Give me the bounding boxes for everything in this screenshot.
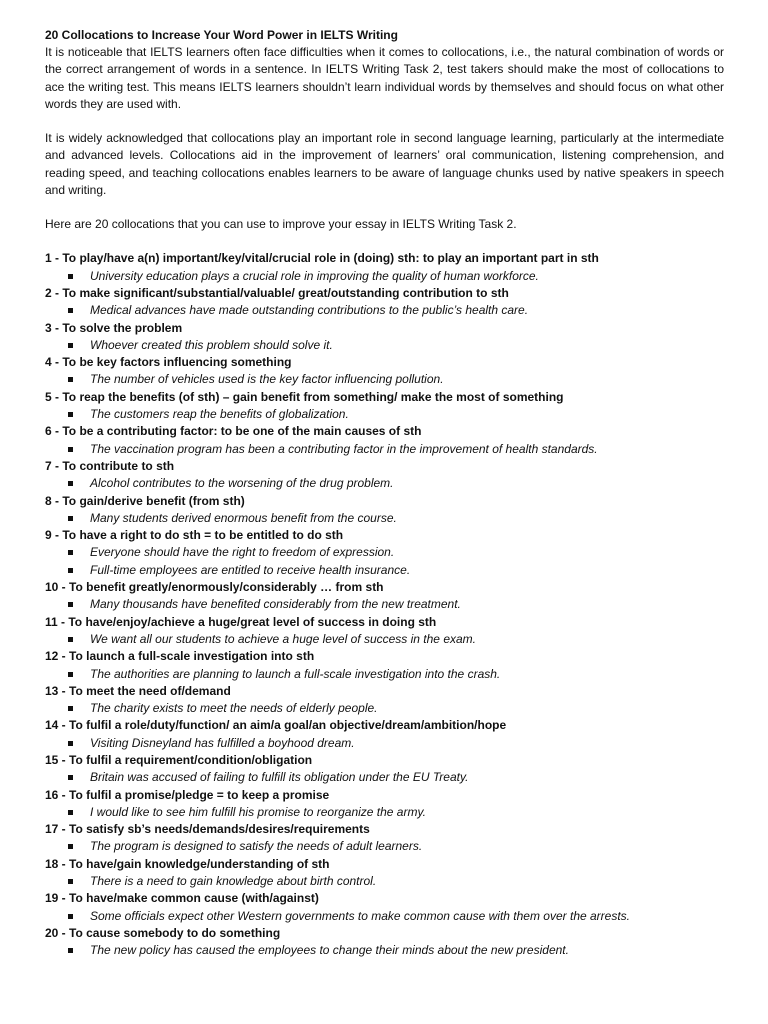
collocation-item [45,890,724,925]
example-sentence [45,631,724,648]
collocation-heading: 5 - To reap the benefits (of sth) – gain benefit from something/ make the most of something [45,389,564,404]
square-bullet-icon [68,637,73,642]
collocation-item [45,285,724,320]
collocation-item [45,752,724,787]
example-text: Many students derived enormous benefit from the course. [90,510,397,525]
example-text: The charity exists to meet the needs of elderly people. [90,701,378,716]
collocation-item [45,683,724,718]
example-text: The vaccination program has been a contributing factor in the improvement of health standards. [90,441,598,456]
square-bullet-icon [68,516,73,521]
collocation-heading: 16 - To fulfil a promise/pledge = to keep a promise [45,787,330,802]
collocation-heading: 13 - To meet the need of/demand [45,683,231,698]
collocation-heading: 9 - To have a right to do sth = to be entitled to do sth [45,528,344,543]
square-bullet-icon [68,447,73,452]
example-sentence [45,596,724,613]
collocation-item [45,925,724,960]
square-bullet-icon [68,879,73,884]
list-intro: Here are 20 collocations that you can use to improve your essay in IELTS Writing Task 2. [45,217,517,232]
example-text: Britain was accused of failing to fulfill its obligation under the EU Treaty. [90,770,469,785]
example-text: Visiting Disneyland has fulfilled a boyhood dream. [90,735,355,750]
collocation-heading: 19 - To have/make common cause (with/against) [45,891,319,906]
example-text: There is a need to gain knowledge about birth control. [90,874,377,889]
square-bullet-icon [68,741,73,746]
collocation-item [45,458,724,493]
collocation-item [45,250,724,285]
collocation-heading: 3 - To solve the problem [45,320,183,335]
example-text: The number of vehicles used is the key factor influencing pollution. [90,372,444,387]
square-bullet-icon [68,308,73,313]
example-text: I would like to see him fulfill his promise to reorganize the army. [90,804,426,819]
collocation-item [45,717,724,752]
example-sentence [45,666,724,683]
collocation-heading: 7 - To contribute to sth [45,458,175,473]
intro-paragraph-2: It is widely acknowledged that collocations play an important role in second language learning, particularly at the intermediate and advanced levels. Collocations aid in the improvement of learners’ oral communication, listening comprehension, and reading speed, and teaching collocations enables learners to be aware of language chunks used by native speakers in speech and writing. [45,131,724,198]
example-sentence [45,544,724,561]
example-sentence [45,337,724,354]
collocation-heading: 14 - To fulfil a role/duty/function/ an aim/a goal/an objective/dream/ambition/hope [45,718,507,733]
square-bullet-icon [68,602,73,607]
example-sentence [45,302,724,319]
square-bullet-icon [68,775,73,780]
square-bullet-icon [68,377,73,382]
collocation-item [45,579,724,614]
collocation-heading: 10 - To benefit greatly/enormously/considerably … from sth [45,580,384,595]
example-text: The program is designed to satisfy the needs of adult learners. [90,839,423,854]
example-text: Some officials expect other Western governments to make common cause with them over the arrests. [90,908,631,923]
example-text: Whoever created this problem should solve it. [90,337,333,352]
collocation-heading: 17 - To satisfy sb’s needs/demands/desires/requirements [45,822,370,837]
square-bullet-icon [68,810,73,815]
collocation-item [45,354,724,389]
example-text: Full-time employees are entitled to receive health insurance. [90,562,411,577]
example-sentence [45,441,724,458]
example-sentence [45,268,724,285]
example-sentence [45,735,724,752]
example-sentence [45,769,724,786]
collocation-item [45,821,724,856]
example-text: We want all our students to achieve a huge level of success in the exam. [90,631,476,646]
example-sentence [45,942,724,959]
example-sentence [45,908,724,925]
example-text: Alcohol contributes to the worsening of the drug problem. [90,476,394,491]
document-page [45,27,724,960]
example-sentence [45,804,724,821]
collocation-heading: 8 - To gain/derive benefit (from sth) [45,493,245,508]
example-text: Medical advances have made outstanding contributions to the public’s health care. [90,303,529,318]
square-bullet-icon [68,343,73,348]
collocation-item [45,527,724,579]
example-sentence [45,371,724,388]
square-bullet-icon [68,672,73,677]
collocation-heading: 1 - To play/have a(n) important/key/vital/crucial role in (doing) sth: to play an important part in sth [45,251,599,266]
example-sentence [45,838,724,855]
square-bullet-icon [68,481,73,486]
square-bullet-icon [68,706,73,711]
collocation-item [45,389,724,424]
example-text: The customers reap the benefits of globalization. [90,407,349,422]
square-bullet-icon [68,844,73,849]
example-sentence [45,562,724,579]
example-text: The new policy has caused the employees to change their minds about the new president. [90,943,569,958]
collocation-item [45,787,724,822]
collocation-item [45,423,724,458]
example-text: The authorities are planning to launch a full-scale investigation into the crash. [90,666,501,681]
example-text: University education plays a crucial role in improving the quality of human workforce. [90,268,539,283]
intro-paragraph-1: It is noticeable that IELTS learners often face difficulties when it comes to collocations, i.e., the natural combination of words or the correct arrangement of words in a sentence. In IELTS Writing Task 2, test takers should make the most of collocations to ace the writing test. This means IELTS learners shouldn’t learn individual words by themselves and should focus on what other words they are used with. [45,45,724,111]
collocation-heading: 15 - To fulfil a requirement/condition/obligation [45,752,313,767]
square-bullet-icon [68,948,73,953]
collocation-heading: 4 - To be key factors influencing something [45,355,292,370]
example-text: Many thousands have benefited considerably from the new treatment. [90,597,461,612]
square-bullet-icon [68,568,73,573]
collocation-item [45,856,724,891]
collocation-heading: 11 - To have/enjoy/achieve a huge/great level of success in doing sth [45,614,437,629]
collocation-heading: 20 - To cause somebody to do something [45,925,281,940]
example-sentence [45,700,724,717]
collocation-heading: 2 - To make significant/substantial/valuable/ great/outstanding contribution to sth [45,285,509,300]
example-sentence [45,406,724,423]
example-sentence [45,475,724,492]
collocation-heading: 18 - To have/gain knowledge/understanding of sth [45,856,330,871]
collocation-list [45,250,724,959]
collocation-item [45,614,724,649]
collocation-item [45,648,724,683]
square-bullet-icon [68,412,73,417]
example-sentence [45,873,724,890]
document-title: 20 Collocations to Increase Your Word Power in IELTS Writing [45,28,398,42]
example-sentence [45,510,724,527]
collocation-item [45,493,724,528]
square-bullet-icon [68,914,73,919]
square-bullet-icon [68,274,73,279]
collocation-item [45,320,724,355]
example-text: Everyone should have the right to freedom of expression. [90,545,395,560]
collocation-heading: 12 - To launch a full-scale investigation into sth [45,649,315,664]
square-bullet-icon [68,550,73,555]
collocation-heading: 6 - To be a contributing factor: to be one of the main causes of sth [45,424,422,439]
